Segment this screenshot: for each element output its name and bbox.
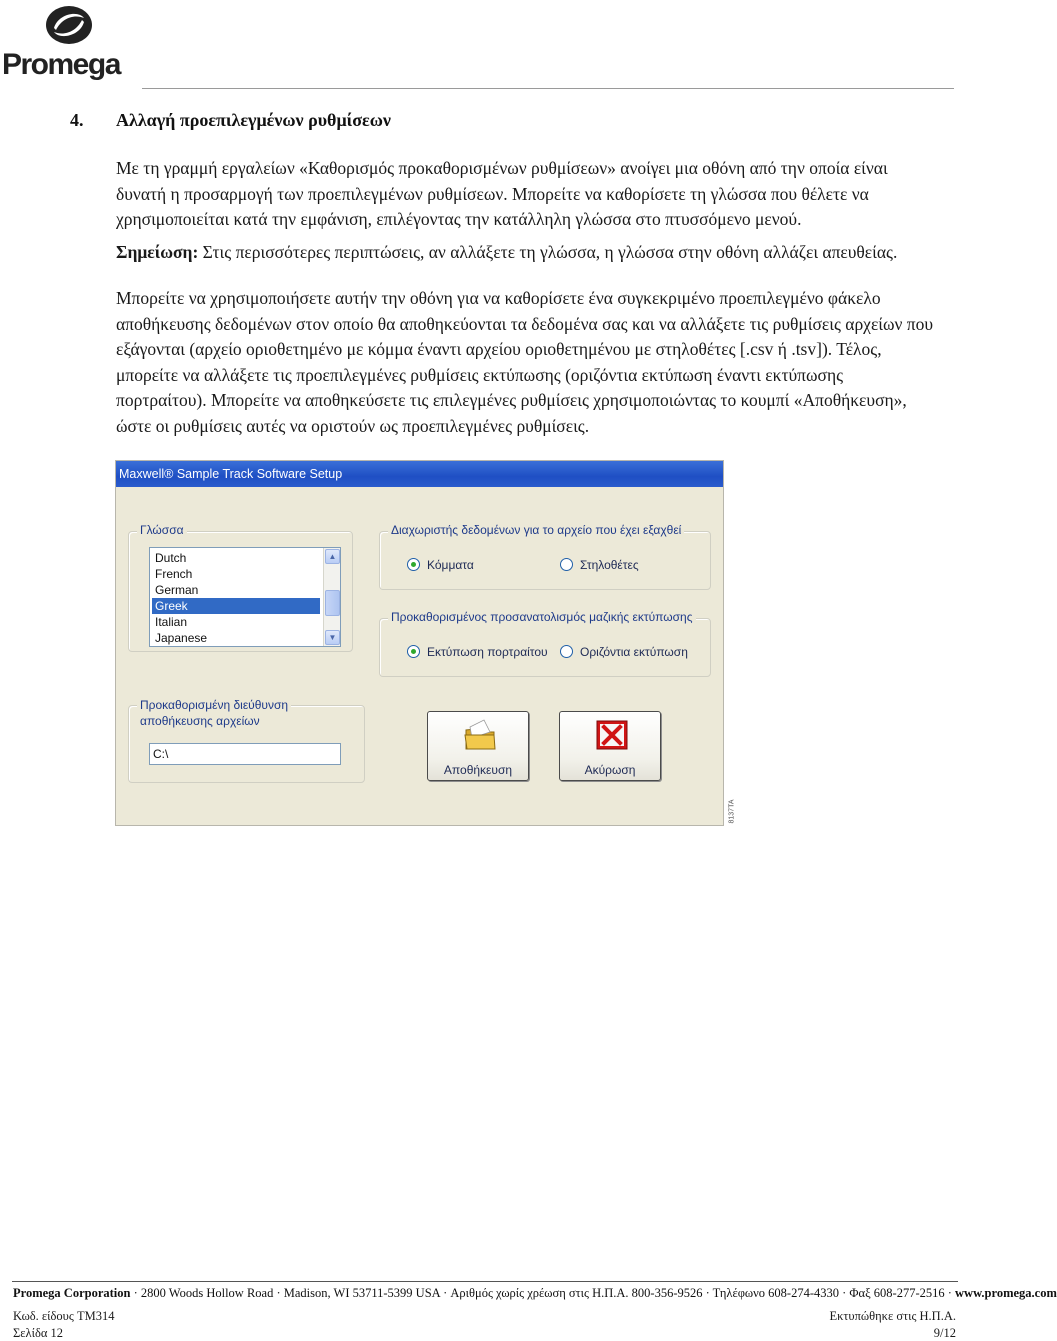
footer-page-number: Σελίδα 12 <box>13 1326 64 1340</box>
landscape-radio-label[interactable]: Οριζόντια εκτύπωση <box>580 645 688 659</box>
language-option-german[interactable]: German <box>155 583 199 597</box>
note-label: Σημείωση: <box>116 242 199 262</box>
separator-group <box>379 523 711 590</box>
intro-paragraph: Με τη γραμμή εργαλείων «Καθορισμός προκαθορισμένων ρυθμίσεων» ανοίγει μια οθόνη από την οποία είναι δυνατή η προσαρμογή των προεπιλεγμένων ρυθμίσεων. Μπορείτε να καθορίσετε τη γλώσσα που θέλετε να χρησιμοποιείται κατά την εμφάνιση, επιλέγοντας την κατάλληλη γλώσσα στο πτυσσόμενο μενού. <box>116 158 888 229</box>
section-heading <box>70 110 391 131</box>
comma-radio-label[interactable]: Κόμματα <box>427 558 474 572</box>
save-button-label: Αποθήκευση <box>443 763 513 777</box>
note-text: Στις περισσότερες περιπτώσεις, αν αλλάξετε τη γλώσσα, η γλώσσα στην οθόνη αλλάζει απευθείας. <box>198 242 898 262</box>
footer-address: · 2800 Woods Hollow Road · Madison, WI 53711-5399 USA · Αριθμός χωρίς χρέωση στις Η.Π.Α. 800-356-9526 · Τηλέφωνο 608-274-4330 · Φαξ 608-277-2516 · <box>130 1286 956 1300</box>
section-title: Αλλαγή προεπιλεγμένων ρυθμίσεων <box>116 110 391 130</box>
language-option-greek[interactable]: Greek <box>152 598 320 614</box>
language-option-french[interactable]: French <box>155 567 193 581</box>
landscape-radio[interactable] <box>560 645 573 658</box>
separator-legend: Διαχωριστής δεδομένων για το αρχείο που έχει εξαχθεί <box>388 523 684 537</box>
promega-logo <box>2 2 142 82</box>
portrait-radio-label[interactable]: Εκτύπωση πορτραίτου <box>427 645 548 659</box>
details-paragraph: Μπορείτε να χρησιμοποιήσετε αυτήν την οθόνη για να καθορίσετε ένα συγκεκριμένο προεπιλεγμένο φάκελο αποθήκευσης δεδομένων στον οποίο θα αποθηκεύονται τα δεδομένα σας και να αλλάξετε τις ρυθμίσεις αρχείων που εξάγονται (αρχείο οριοθετημένο με κόμμα έναντι αρχείου οριοθετημένου με στηλοθέτες [.csv ή .tsv]). Τέλος, μπορείτε να αλλάξετε τις προεπιλεγμένες ρυθμίσεις εκτύπωσης (οριζόντια εκτύπωση έναντι εκτύπωσης πορτραίτου). Μπορείτε να αποθηκεύσετε τις επιλεγμένες ρυθμίσεις χρησιμοποιώντας το κουμπί «Αποθήκευση», ώστε οι ρυθμίσεις αυτές να οριστούν ως προεπιλεγμένες ρυθμίσεις. <box>116 288 934 436</box>
section-number: 4. <box>70 110 84 130</box>
scroll-down-icon[interactable]: ▼ <box>325 630 340 645</box>
scroll-up-icon[interactable]: ▲ <box>325 549 340 564</box>
footer-website[interactable]: www.promega.com <box>955 1286 1057 1300</box>
folder-icon <box>462 718 498 754</box>
figure-id: 8137TA <box>728 799 736 824</box>
footer-printed: Εκτυπώθηκε στις Η.Π.Α. <box>829 1309 956 1323</box>
promega-wordmark: Promega <box>2 48 120 81</box>
note-paragraph <box>116 240 936 266</box>
footer-part-number: Κωδ. είδους TM314 <box>13 1309 115 1323</box>
promega-swoosh-icon <box>44 4 94 46</box>
footer-company: Promega Corporation <box>13 1286 131 1300</box>
language-option-japanese[interactable]: Japanese <box>155 631 208 645</box>
language-option-dutch[interactable]: Dutch <box>155 551 187 565</box>
tab-radio[interactable] <box>560 558 573 571</box>
header-divider <box>142 88 954 89</box>
tab-radio-label[interactable]: Στηλοθέτες <box>580 558 639 572</box>
save-path-legend-line1: Προκαθορισμένη διεύθυνση <box>140 698 289 712</box>
scroll-thumb[interactable] <box>325 590 340 616</box>
setup-dialog <box>115 460 724 826</box>
save-path-legend <box>137 697 291 729</box>
footer-contact <box>13 1286 1057 1301</box>
comma-radio[interactable] <box>407 558 420 571</box>
orientation-group <box>379 610 711 677</box>
language-listbox[interactable] <box>149 547 341 647</box>
save-path-group <box>128 698 365 783</box>
language-option-italian[interactable]: Italian <box>155 615 188 629</box>
save-button[interactable] <box>427 711 529 781</box>
close-icon <box>594 718 630 754</box>
language-scrollbar[interactable] <box>323 548 340 646</box>
portrait-radio[interactable] <box>407 645 420 658</box>
language-legend: Γλώσσα <box>137 523 187 537</box>
footer-date: 9/12 <box>933 1326 956 1340</box>
footer-divider <box>12 1281 958 1282</box>
orientation-legend: Προκαθορισμένος προσανατολισμός μαζικής εκτύπωσης <box>388 610 696 624</box>
dialog-titlebar: Maxwell® Sample Track Software Setup <box>116 461 723 487</box>
save-path-legend-line2: αποθήκευσης αρχείων <box>140 714 260 728</box>
save-path-input[interactable]: C:\ <box>149 743 341 765</box>
cancel-button-label: Ακύρωση <box>584 763 636 777</box>
language-group <box>128 523 353 652</box>
cancel-button[interactable] <box>559 711 661 781</box>
